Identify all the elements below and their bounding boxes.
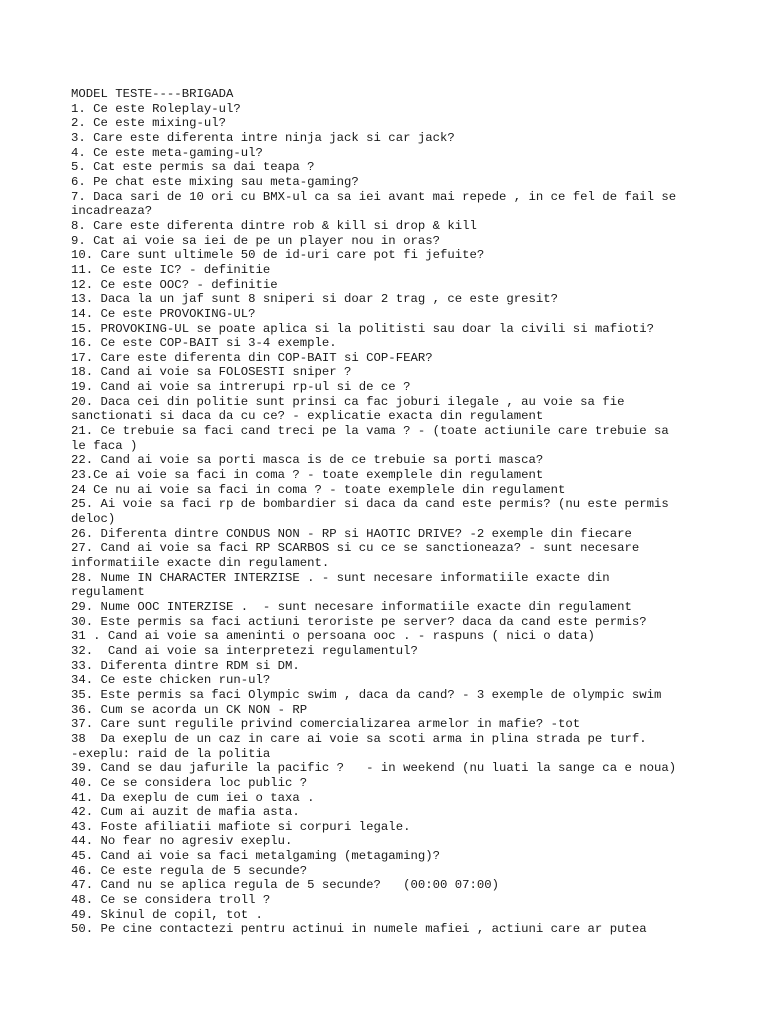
document-title: MODEL TESTE----BRIGADA	[71, 87, 234, 101]
question-line: 14. Ce este PROVOKING-UL?	[71, 306, 256, 321]
question-line: 1. Ce este Roleplay-ul?	[71, 101, 241, 116]
question-line: 39. Cand se dau jafurile la pacific ? - in weekend (nu luati la sange ca e noua)	[71, 761, 677, 776]
question-line: 25. Ai voie sa faci rp de bombardier si daca da cand este permis? (nu este permis	[71, 497, 669, 512]
question-line: 22. Cand ai voie sa porti masca is de ce trebuie sa porti masca?	[71, 453, 544, 468]
question-line: 4. Ce este meta-gaming-ul?	[71, 145, 263, 160]
question-line: deloc)	[71, 512, 116, 527]
question-line: 16. Ce este COP-BAIT si 3-4 exemple.	[71, 336, 337, 351]
question-line: 6. Pe chat este mixing sau meta-gaming?	[71, 174, 359, 189]
question-line: 38 Da exeplu de un caz in care ai voie sa scoti arma in plina strada pe turf.	[71, 731, 647, 746]
question-line: 9. Cat ai voie sa iei de pe un player nou in oras?	[71, 233, 440, 248]
question-line: 42. Cum ai auzit de mafia asta.	[71, 805, 300, 820]
question-line: 3. Care este diferenta intre ninja jack si car jack?	[71, 130, 455, 145]
question-line: sanctionati si daca da cu ce? - explicatie exacta din regulament	[71, 409, 544, 424]
question-line: le faca )	[71, 438, 138, 453]
question-line: 21. Ce trebuie sa faci cand treci pe la vama ? - (toate actiunile care trebuie sa	[71, 424, 669, 439]
question-line: 46. Ce este regula de 5 secunde?	[71, 863, 308, 878]
question-line: 29. Nume OOC INTERZISE . - sunt necesare informatiile exacte din regulament	[71, 599, 632, 614]
question-line: 11. Ce este IC? - definitie	[71, 262, 271, 277]
question-line: -exeplu: raid de la politia	[71, 746, 271, 761]
question-line: 10. Care sunt ultimele 50 de id-uri care pot fi jefuite?	[71, 248, 485, 263]
question-line: 2. Ce este mixing-ul?	[71, 116, 226, 131]
question-list	[71, 102, 711, 937]
question-line: 50. Pe cine contactezi pentru actinui in numele mafiei , actiuni care ar putea	[71, 922, 647, 937]
question-line: 18. Cand ai voie sa FOLOSESTI sniper ?	[71, 365, 352, 380]
question-line: 49. Skinul de copil, tot .	[71, 907, 263, 922]
question-line: 28. Nume IN CHARACTER INTERZISE . - sunt necesare informatiile exacte din	[71, 570, 610, 585]
question-line: 12. Ce este OOC? - definitie	[71, 277, 278, 292]
question-line: 31 . Cand ai voie sa ameninti o persoana ooc . - raspuns ( nici o data)	[71, 629, 595, 644]
question-line: 33. Diferenta dintre RDM si DM.	[71, 658, 300, 673]
question-line: 43. Foste afiliatii mafiote si corpuri legale.	[71, 819, 411, 834]
question-line: 36. Cum se acorda un CK NON - RP	[71, 702, 308, 717]
question-line: regulament	[71, 585, 145, 600]
question-line: 19. Cand ai voie sa intrerupi rp-ul si de ce ?	[71, 380, 411, 395]
question-line: 24 Ce nu ai voie sa faci in coma ? - toate exemplele din regulament	[71, 482, 566, 497]
question-line: 32. Cand ai voie sa interpretezi regulamentul?	[71, 643, 418, 658]
question-line: 34. Ce este chicken run-ul?	[71, 673, 271, 688]
question-line: 45. Cand ai voie sa faci metalgaming (metagaming)?	[71, 849, 440, 864]
question-line: 20. Daca cei din politie sunt prinsi ca fac joburi ilegale , au voie sa fie	[71, 394, 625, 409]
question-line: 47. Cand nu se aplica regula de 5 secunde? (00:00 07:00)	[71, 878, 500, 893]
question-line: 40. Ce se considera loc public ?	[71, 775, 308, 790]
question-line: 17. Care este diferenta din COP-BAIT si COP-FEAR?	[71, 350, 433, 365]
question-line: 27. Cand ai voie sa faci RP SCARBOS si cu ce se sanctioneaza? - sunt necesare	[71, 541, 640, 556]
question-line: 26. Diferenta dintre CONDUS NON - RP si HAOTIC DRIVE? -2 exemple din fiecare	[71, 526, 632, 541]
question-line: incadreaza?	[71, 204, 153, 219]
document-body	[71, 87, 711, 937]
question-line: 48. Ce se considera troll ?	[71, 893, 271, 908]
question-line: 41. Da exeplu de cum iei o taxa .	[71, 790, 315, 805]
question-line: 15. PROVOKING-UL se poate aplica si la politisti sau doar la civili si mafioti?	[71, 321, 654, 336]
question-line: 37. Care sunt regulile privind comercializarea armelor in mafie? -tot	[71, 717, 581, 732]
question-line: 23.Ce ai voie sa faci in coma ? - toate exemplele din regulament	[71, 468, 544, 483]
question-line: 35. Este permis sa faci Olympic swim , daca da cand? - 3 exemple de olympic swim	[71, 687, 662, 702]
question-line: 8. Care este diferenta dintre rob & kill si drop & kill	[71, 218, 477, 233]
question-line: informatiile exacte din regulament.	[71, 556, 330, 570]
question-line: 30. Este permis sa faci actiuni teroriste pe server? daca da cand este permis?	[71, 614, 647, 629]
question-line: 7. Daca sari de 10 ori cu BMX-ul ca sa iei avant mai repede , in ce fel de fail se	[71, 189, 677, 204]
question-line: 5. Cat este permis sa dai teapa ?	[71, 160, 315, 175]
question-line: 13. Daca la un jaf sunt 8 sniperi si doar 2 trag , ce este gresit?	[71, 292, 559, 307]
question-line: 44. No fear no agresiv exeplu.	[71, 834, 293, 849]
